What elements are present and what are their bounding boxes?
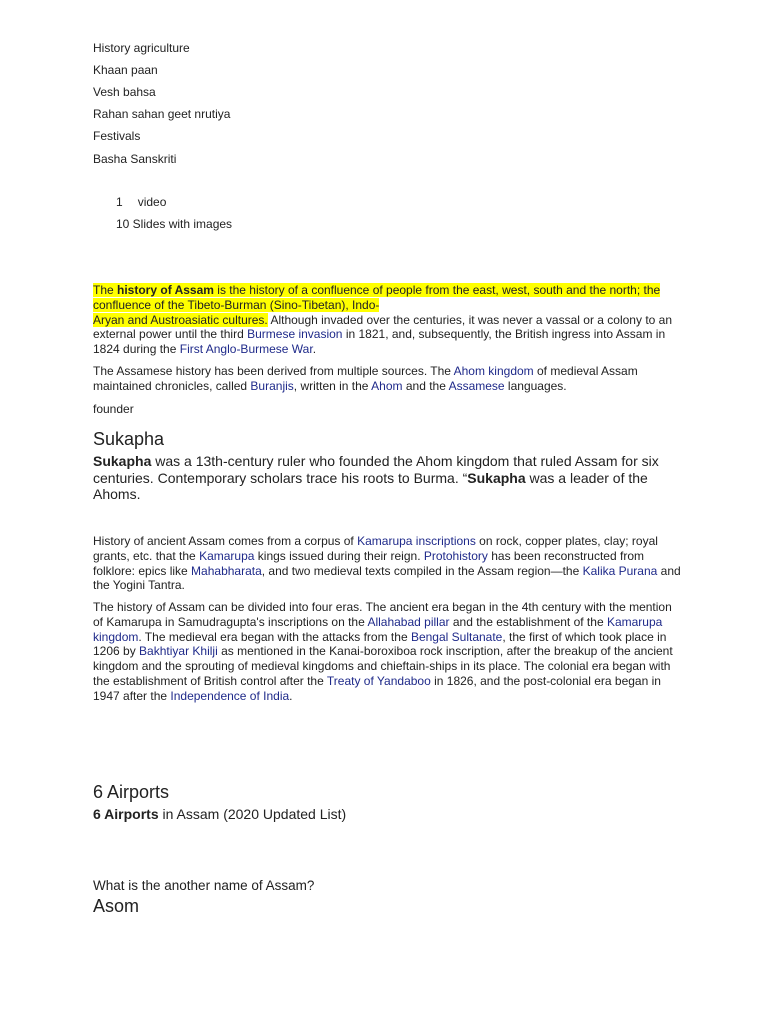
link-burmese-invasion[interactable]: Burmese invasion [247,327,343,342]
paragraph-sources: The Assamese history has been derived from multiple sources. The Ahom kingdom of medieval Assam maintained chronicles, called Buranjis, written in the Ahom and the Assamese languages. [93,364,638,393]
link-independence-of-india[interactable]: Independence of India [170,688,290,703]
heading-airports: 6 Airports [93,782,170,802]
topic-vesh-bahsa: Vesh bahsa [93,85,156,99]
paragraph-sukapha: Sukapha was a 13th-century ruler who founded the Ahom kingdom that ruled Assam for six centuries. Contemporary scholars trace his roots to Burma. “Sukapha was a leader of the Ahoms. [93,453,659,503]
slides-line: 10 Slides with images [116,217,233,231]
link-protohistory[interactable]: Protohistory [423,548,488,563]
video-label: video [137,195,167,209]
paragraph-history-intro: The history of Assam is the history of a confluence of people from the east, west, south and the north; the confluence of the Tibeto-Burman (Sino-Tibetan), Indo- Aryan and Austroasiatic cultures. Although invaded over the centuries, it was never a vassal or a colony to an external power until the third Burmese invasion in 1821, and, subsequently, the British ingress into Assam in 1824 during the First Anglo-Burmese War. [93,283,673,357]
link-bengal-sultanate[interactable]: Bengal Sultanate [410,629,503,644]
founder-label: founder [93,402,134,416]
link-kamarupa-kingdom[interactable]: Kamarupa kingdom [93,614,663,644]
video-count: 1 [116,195,123,209]
link-mahabharata[interactable]: Mahabharata [191,563,262,578]
link-kamarupa-inscriptions[interactable]: Kamarupa inscriptions [357,534,476,548]
link-assamese[interactable]: Assamese [448,378,505,393]
topic-festivals: Festivals [93,129,141,143]
link-treaty-of-yandaboo[interactable]: Treaty of Yandaboo [326,673,431,688]
paragraph-four-eras: The history of Assam can be divided into four eras. The ancient era began in the 4th century with the mention of Kamarupa in Samudragupta's inscriptions on the Allahabad pillar and the establishment of the Kamarupa kingdom. The medieval era began with the attacks from the Bengal Sultanate, the first of which took place in 1206 by Bakhtiyar Khilji as mentioned in the Kanai-boroxiboa rock inscription, after the breakup of the ancient kingdom and the sprouting of medieval kingdoms and chieftain-ships in its place. The colonial era began with the establishment of British control after the Treaty of Yandaboo in 1826, and the post-colonial era began in 1947 after the Independence of India. [93,600,673,703]
paragraph-airports: 6 Airports in Assam (2020 Updated List) [93,806,347,822]
paragraph-ancient-assam: History of ancient Assam comes from a corpus of Kamarupa inscriptions on rock, copper plates, clay; royal grants, etc. that the Kamarupa kings issued during their reign. Protohistory has been reconstructed from folklore: epics like Mahabharata, and two medieval texts compiled in the Assam region—the Kalika Purana and the Yogini Tantra. [93,534,681,593]
heading-sukapha: Sukapha [93,429,165,449]
link-ahom-kingdom[interactable]: Ahom kingdom [453,364,534,378]
question-text: What is the another name of Assam? [93,878,315,893]
link-first-anglo-burmese-war[interactable]: First Anglo-Burmese War [179,342,313,357]
link-allahabad-pillar[interactable]: Allahabad pillar [367,614,450,629]
video-line [116,195,166,210]
history-of-assam-bold: history of Assam [117,283,214,297]
topic-basha-sanskriti: Basha Sanskriti [93,152,177,166]
topic-history-agriculture: History agriculture [93,41,190,55]
link-ahom[interactable]: Ahom [371,378,403,393]
answer-text: Asom [93,896,140,916]
link-buranjis[interactable]: Buranjis [250,378,294,393]
link-bakhtiyar-khilji[interactable]: Bakhtiyar Khilji [139,644,218,659]
link-kamarupa[interactable]: Kamarupa [199,548,255,563]
topic-rahan-sahan: Rahan sahan geet nrutiya [93,107,231,121]
link-kalika-purana[interactable]: Kalika Purana [582,563,658,578]
topic-khaan-paan: Khaan paan [93,63,158,77]
